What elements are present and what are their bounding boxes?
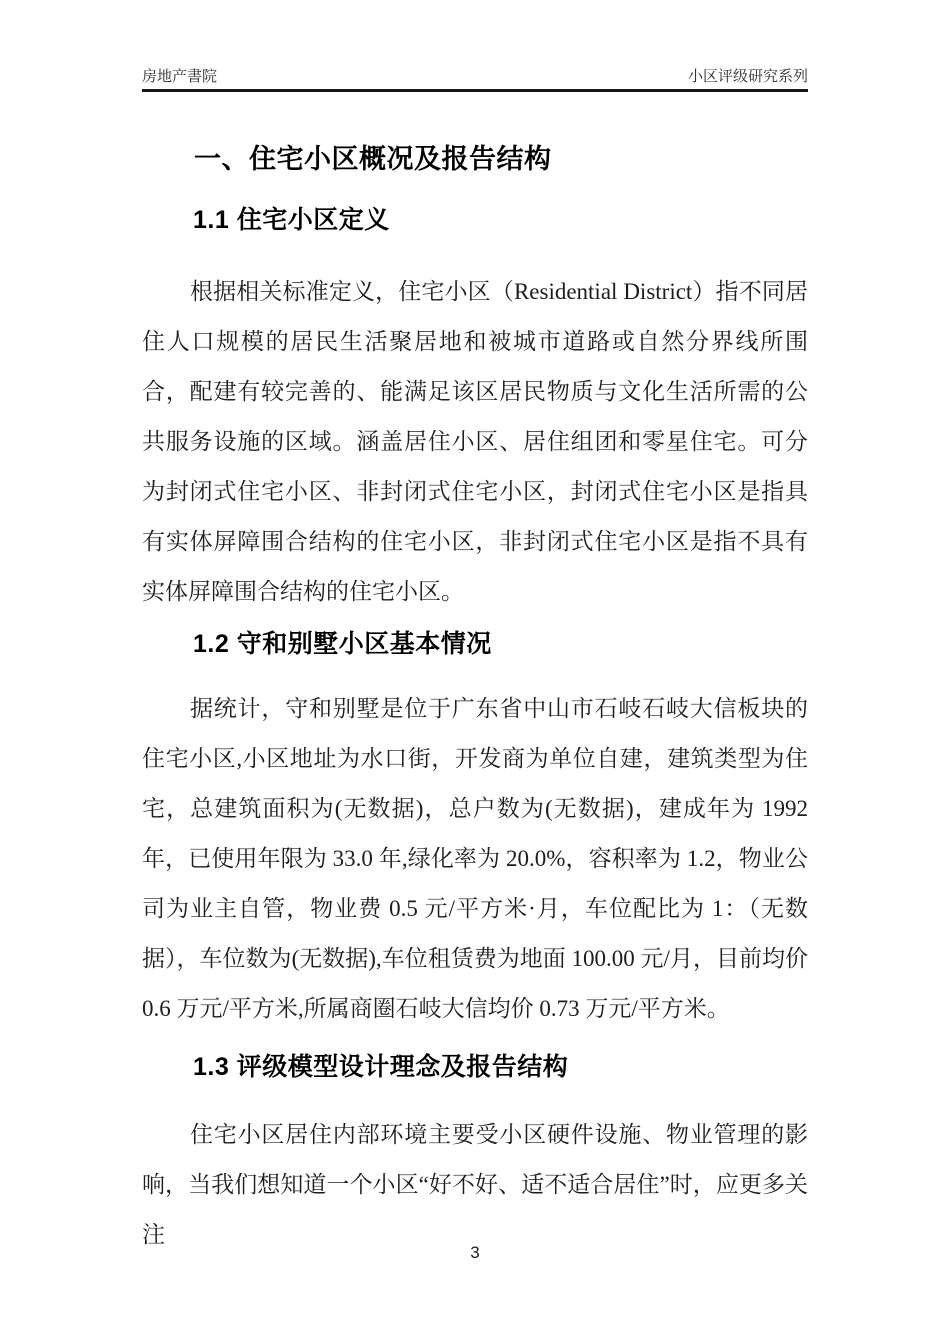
section-paragraph-1-3: 住宅小区居住内部环境主要受小区硬件设施、物业管理的影响，当我们想知道一个小区“好不好、适不适合居住”时，应更多关注 <box>142 1122 808 1247</box>
section-heading-1-2: 1.2 守和别墅小区基本情况 <box>193 630 492 658</box>
section-paragraph-1-1: 根据相关标准定义，住宅小区（Residential District）指不同居住人口规模的居民生活聚居地和被城市道路或自然分界线所围合，配建有较完善的、能满足该区居民物质与文化生活所需的公共服务设施的区域。涵盖居住小区、居住组团和零星住宅。可分为封闭式住宅小区、非封闭式住宅小区，封闭式住宅小区是指具有实体屏障围合结构的住宅小区，非封闭式住宅小区是指不具有实体屏障围合结构的住宅小区。 <box>142 279 808 604</box>
page-header <box>142 0 808 92</box>
header-right-text: 小区评级研究系列 <box>687 68 808 85</box>
section-heading-1-1: 1.1 住宅小区定义 <box>193 206 390 234</box>
header-left-text: 房地产書院 <box>142 68 218 85</box>
chapter-title: 一、住宅小区概况及报告结构 <box>194 144 552 174</box>
section-paragraph-1-2: 据统计，守和别墅是位于广东省中山市石岐石岐大信板块的住宅小区,小区地址为水口街，开发商为单位自建，建筑类型为住宅，总建筑面积为(无数据)，总户数为(无数据)，建成年为 1992 年，已使用年限为 33.0 年,绿化率为 20.0%，容积率为 1.2，物业公司为业主自管，物业费 0.5 元/平方米·月，车位配比为 1：（无数据），车位数为(无数据),车位租赁费为地面 100.00 元/月，目前均价 0.6 万元/平方米,所属商圈石岐大信均价 0.73 万元/平方米。 <box>142 696 808 1021</box>
section-heading-1-3: 1.3 评级模型设计理念及报告结构 <box>193 1053 569 1081</box>
page-number: 3 <box>470 1243 480 1262</box>
